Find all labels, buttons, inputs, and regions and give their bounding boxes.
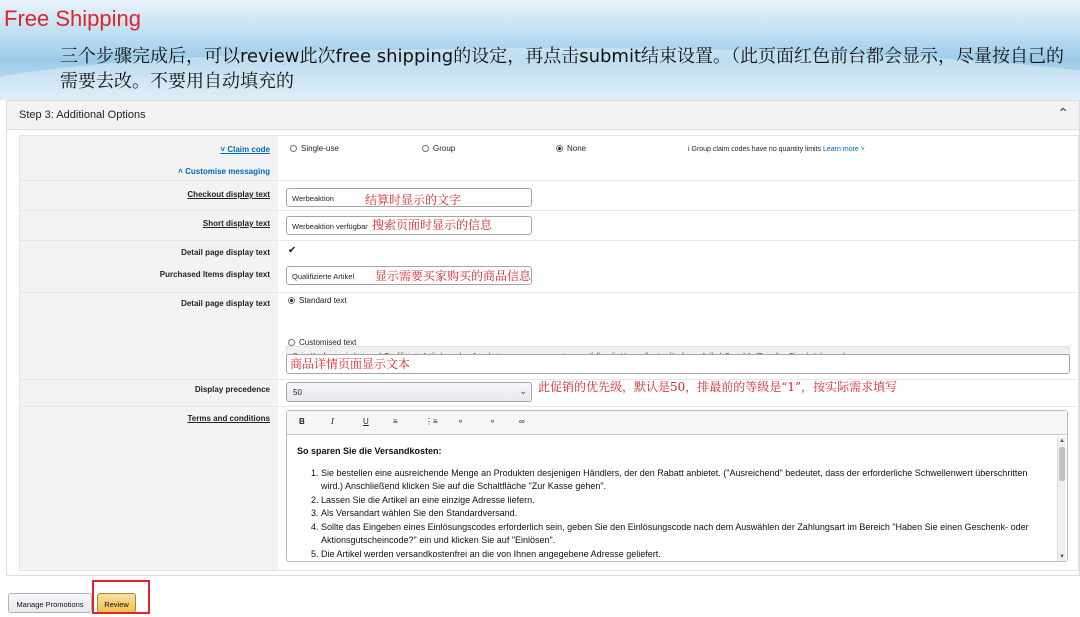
learn-more-link[interactable]: Learn more (823, 146, 859, 153)
display-precedence-label: Display precedence (194, 385, 270, 394)
short-display-label: Short display text (202, 219, 270, 228)
purchased-annotation: 显示需要买家购买的商品信息 (375, 269, 532, 283)
customised-annotation: 商品详情页面显示文本 (290, 357, 411, 371)
radio-icon[interactable] (290, 145, 297, 152)
radio-selected-icon[interactable] (288, 297, 295, 304)
display-precedence-select[interactable]: 50 ⌄ (286, 382, 532, 402)
link-icon[interactable]: ∞ (519, 417, 525, 426)
outdent-icon[interactable]: ⚬ (489, 417, 496, 426)
standard-text-option[interactable]: Standard text (288, 296, 347, 305)
list-item: 2. Lassen Sie die Artikel an eine einzige Adresse liefern. (321, 494, 1047, 508)
scroll-down-icon[interactable]: ▼ (1059, 554, 1065, 560)
chevron-down-icon: ˅ (858, 146, 865, 153)
purchased-items-input[interactable]: Qualifizierte Artikel (286, 266, 532, 285)
editor-toolbar (287, 411, 1067, 435)
terms-editor[interactable] (286, 410, 1068, 562)
label-column (20, 136, 278, 570)
manage-promotions-button[interactable]: Manage Promotions (8, 593, 92, 613)
radio-selected-icon[interactable] (556, 145, 563, 152)
checkout-display-label: Checkout display text (187, 190, 270, 199)
claim-code-label[interactable]: ˅ Claim code (220, 145, 270, 154)
detail-page-checkbox[interactable]: ✔ (288, 245, 297, 256)
collapse-chevron-icon[interactable]: ⌃ (1057, 105, 1069, 121)
claim-option-single-use[interactable]: Single-use (290, 144, 339, 153)
banner-instruction: 三个步骤完成后，可以review此次free shipping的设定，再点击submit结束设置。（此页面红色前台都会显示，尽量按自己的需要去改。不要用自动填充的 (60, 46, 1065, 92)
bold-button[interactable]: B (299, 417, 305, 426)
step3-panel (6, 100, 1080, 576)
row-divider (20, 292, 1078, 293)
header-banner (0, 0, 1080, 100)
step-title: Step 3: Additional Options (19, 109, 146, 121)
row-divider (20, 210, 1078, 211)
claim-option-none[interactable]: None (556, 144, 586, 153)
review-button[interactable]: Review (97, 593, 136, 613)
list-item: 3. Als Versandart wählen Sie den Standardversand. (321, 507, 1047, 521)
bullet-list-icon[interactable]: ⋮≡ (425, 417, 438, 426)
checkout-display-input[interactable]: Werbeaktion (286, 188, 532, 207)
indent-icon[interactable]: ⚬ (457, 417, 464, 426)
radio-icon[interactable] (288, 339, 295, 346)
row-divider (20, 180, 1078, 181)
customise-messaging-toggle[interactable]: ˄ Customise messaging (178, 167, 270, 176)
terms-heading: So sparen Sie die Versandkosten: (297, 446, 442, 456)
detail-checkbox-label: Detail page display text (181, 248, 270, 257)
terms-list (311, 467, 1047, 562)
info-icon: i (688, 146, 692, 153)
radio-icon[interactable] (422, 145, 429, 152)
options-form (19, 135, 1079, 571)
claim-info: i Group claim codes have no quantity limits Learn more ˅ (688, 146, 865, 153)
underline-button[interactable]: U (363, 417, 369, 426)
row-divider (20, 406, 1078, 407)
list-item: 4. Sollte das Eingeben eines Einlösungscodes erforderlich sein, geben Sie den Einlösungscode nach dem Auswählen der Zahlungsart im Bereich "Haben Sie einen Geschenk- oder Aktionsgutscheincode?" ein und klicken Sie auf "Einlösen". (321, 521, 1047, 548)
short-annotation: 搜索页面时显示的信息 (372, 218, 493, 232)
purchased-items-label: Purchased Items display text (159, 270, 270, 279)
detail-page-text-label: Detail page display text (181, 299, 270, 308)
precedence-annotation: 此促销的优先级，默认是50，排最前的等级是“1”，按实际需求填写 (538, 380, 898, 394)
claim-option-group[interactable]: Group (422, 144, 455, 153)
chevron-down-icon: ⌄ (519, 386, 527, 396)
row-divider (20, 240, 1078, 241)
step-header[interactable] (7, 101, 1079, 130)
ordered-list-icon[interactable]: ≡ (393, 417, 398, 426)
scroll-up-icon[interactable]: ▲ (1059, 438, 1065, 444)
editor-scrollbar[interactable] (1057, 437, 1066, 561)
italic-button[interactable]: I (331, 417, 335, 426)
banner-title: Free Shipping (4, 6, 141, 31)
short-display-input[interactable]: Werbeaktion verfügbar (286, 216, 532, 235)
scroll-thumb[interactable] (1059, 447, 1065, 481)
checkout-annotation: 结算时显示的文字 (365, 193, 462, 207)
review-highlight-box (92, 580, 150, 614)
customised-text-option[interactable]: Customised text (288, 338, 356, 347)
list-item: 1. Sie bestellen eine ausreichende Menge an Produkten desjenigen Händlers, der den Rabatt anbietet. ("Ausreichend" bedeutet, dass der erforderliche Schwellenwert überschritten wird.) Anschließend klicken Sie auf die Schaltfläche "Zur Kasse gehen". (321, 467, 1047, 494)
terms-label: Terms and conditions (187, 414, 270, 423)
terms-content[interactable] (297, 445, 1047, 561)
list-item: 5. Die Artikel werden versandkostenfrei an die von Ihnen angegebene Adresse geliefert. (321, 548, 1047, 562)
